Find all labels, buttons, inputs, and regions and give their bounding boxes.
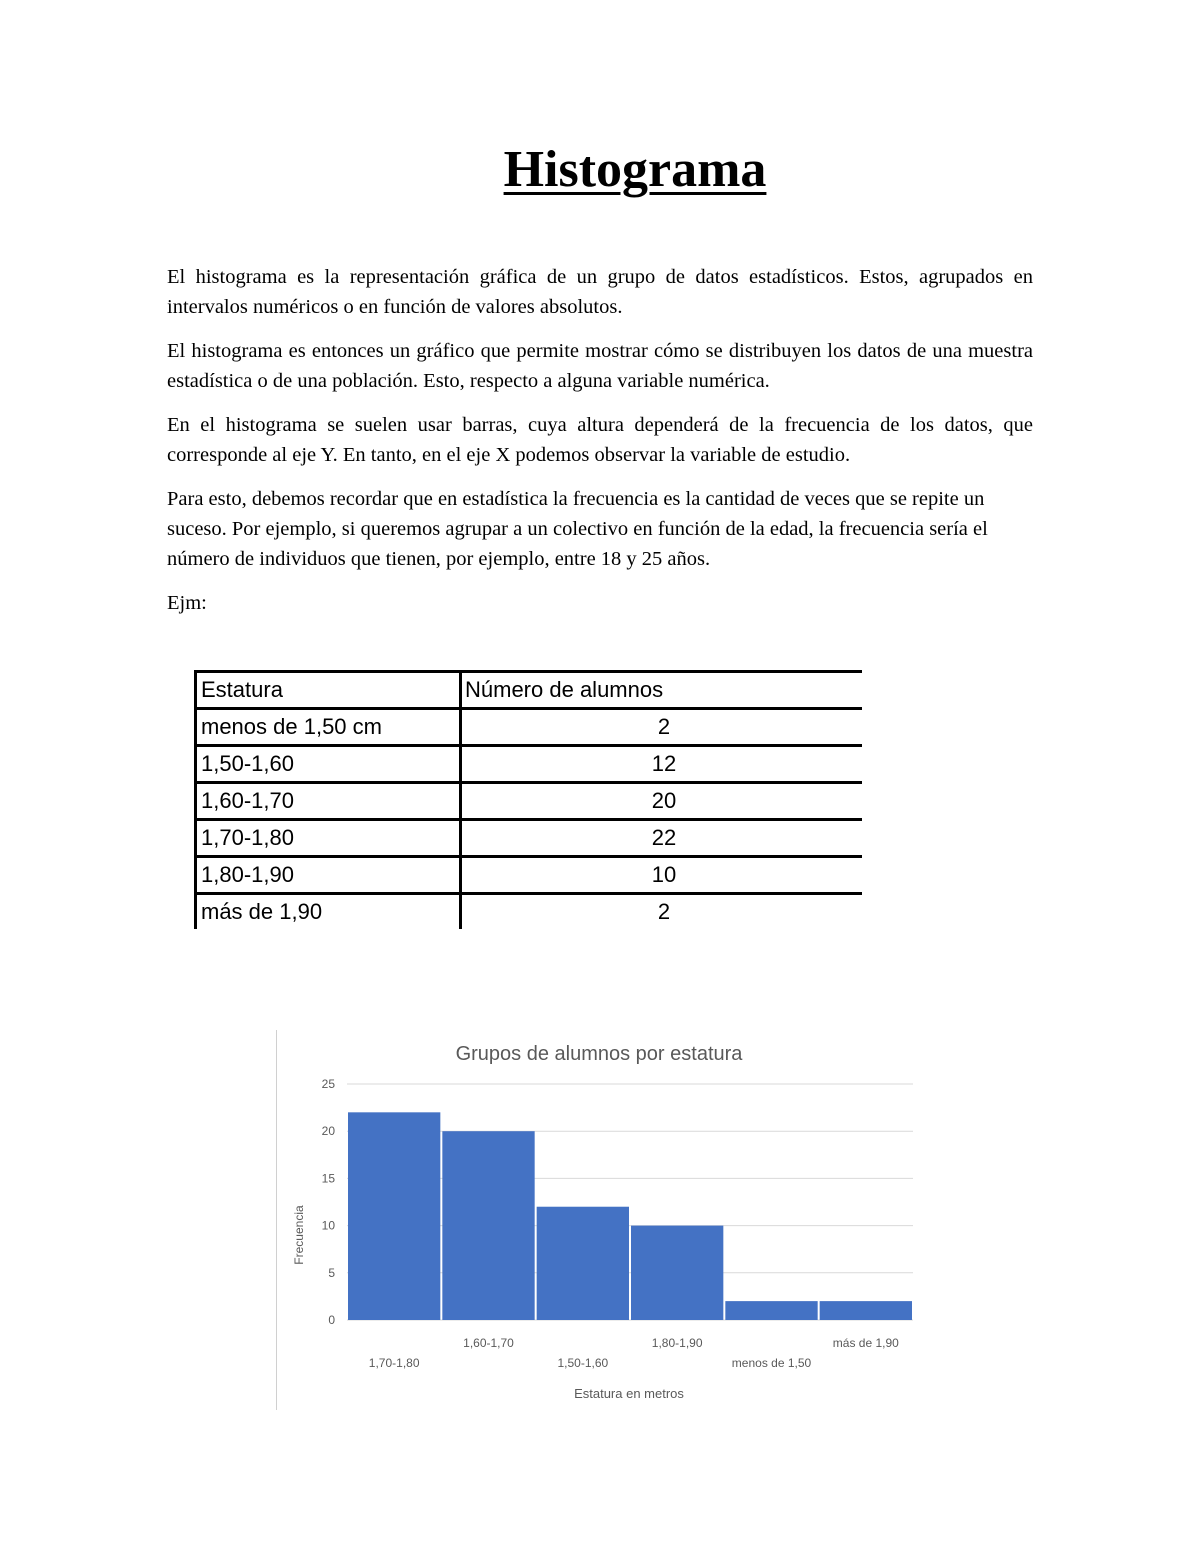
chart-bar [537, 1207, 629, 1320]
chart-x-tick-label: menos de 1,50 [731, 1356, 812, 1370]
table-cell: 2 [461, 709, 863, 746]
paragraph-2: El histograma es entonces un gráfico que permite mostrar cómo se distribuyen los datos de una muestra estadística o de una población. Esto, respecto a alguna variable numérica. [167, 340, 1033, 392]
table-cell: 1,70-1,80 [196, 820, 461, 857]
chart-x-tick-label: 1,60-1,70 [463, 1336, 514, 1350]
table-row [196, 709, 863, 746]
chart-x-tick-label: más de 1,90 [832, 1336, 899, 1350]
table-cell: 1,80-1,90 [196, 857, 461, 894]
chart-x-tick-label: 1,70-1,80 [368, 1356, 420, 1370]
table-cell: 20 [461, 783, 863, 820]
chart-y-tick-label: 0 [328, 1313, 335, 1327]
paragraph-3: En el histograma se suelen usar barras, cuya altura dependerá de la frecuencia de los datos, que corresponde al eje Y. En tanto, en el eje X podemos observar la variable de estudio. [167, 414, 1033, 466]
paragraph-1: El histograma es la representación gráfica de un grupo de datos estadísticos. Estos, agrupados en intervalos numéricos o en función de valores absolutos. [167, 266, 1033, 318]
chart-x-axis-label: Estatura en metros [574, 1386, 684, 1401]
example-label: Ejm: [167, 592, 207, 614]
table-cell: 10 [461, 857, 863, 894]
chart-y-tick-label: 5 [328, 1265, 335, 1280]
table-row [196, 820, 863, 857]
chart-bar [348, 1112, 440, 1320]
document-title [0, 140, 1200, 199]
table-row [196, 857, 863, 894]
chart-y-tick-label: 15 [321, 1171, 335, 1186]
chart-y-axis-label: Frecuencia [292, 1205, 306, 1265]
table-row [196, 746, 863, 783]
table-row [196, 894, 863, 930]
table-cell: más de 1,90 [196, 894, 461, 930]
table-cell: menos de 1,50 cm [196, 709, 461, 746]
table-cell: 1,50-1,60 [196, 746, 461, 783]
table-cell: 22 [461, 820, 863, 857]
table-cell: 1,60-1,70 [196, 783, 461, 820]
paragraph-4: Para esto, debemos recordar que en estadística la frecuencia es la cantidad de veces que se repite un suceso. Por ejemplo, si queremos agrupar a un colectivo en función de la edad, la frecuencia sería el número de individuos que tienen, por ejemplo, entre 18 y 25 años. [167, 488, 988, 570]
table-header-cell: Estatura [196, 672, 461, 709]
chart-x-tick-label: 1,80-1,90 [651, 1336, 703, 1350]
chart-y-tick-label: 25 [321, 1077, 335, 1091]
table-cell: 12 [461, 746, 863, 783]
chart-title: Grupos de alumnos por estatura [455, 1043, 743, 1065]
chart-y-tick-label: 20 [321, 1124, 335, 1139]
table-row [196, 783, 863, 820]
chart-y-tick-label: 10 [321, 1218, 335, 1233]
document-body [167, 262, 1033, 632]
table-header-cell: Número de alumnos [461, 672, 863, 709]
chart-bar [442, 1131, 534, 1320]
chart-x-tick-label: 1,50-1,60 [557, 1356, 609, 1370]
document-title-text: Histograma [503, 141, 767, 198]
histogram-chart [276, 1030, 937, 1410]
chart-bar [725, 1301, 817, 1320]
height-table [194, 670, 862, 929]
chart-bar [820, 1301, 912, 1320]
table-header-row [196, 672, 863, 709]
chart-bar [631, 1226, 723, 1320]
table-cell: 2 [461, 894, 863, 930]
histogram-svg [277, 1030, 937, 1410]
